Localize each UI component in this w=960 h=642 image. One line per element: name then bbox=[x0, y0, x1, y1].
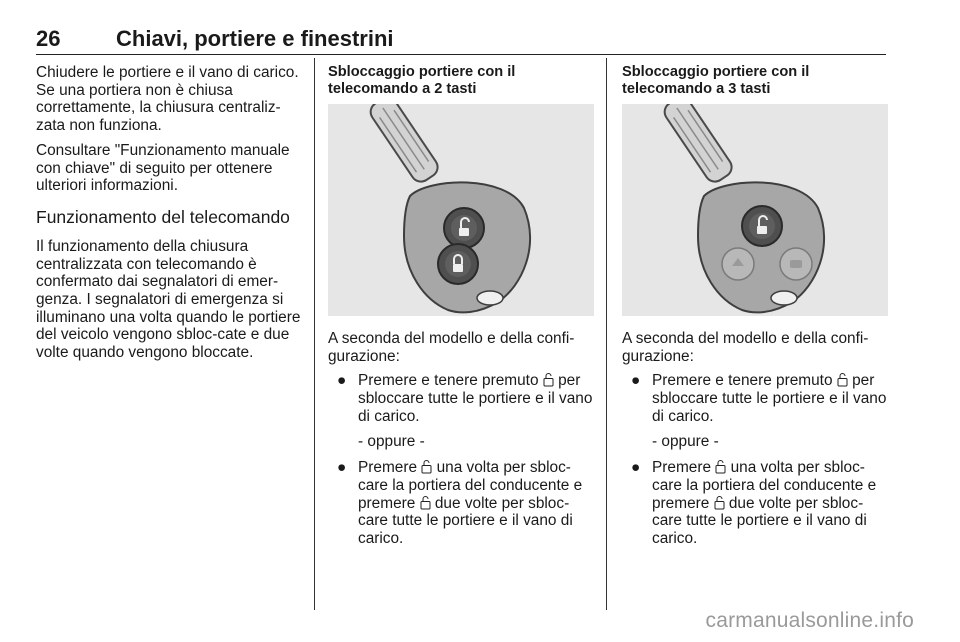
or-separator: - oppure - bbox=[358, 432, 425, 450]
unlock-icon bbox=[420, 495, 431, 510]
list-item: ● Premere una volta per sbloc-care la portiera del conducente e premere due volte per sbloc-care tutte le portiere e il vano di carico. bbox=[631, 459, 877, 548]
or-separator: - oppure - bbox=[652, 432, 719, 450]
paragraph: A seconda del modello e della confi-gurazione: bbox=[328, 330, 575, 365]
paragraph: Chiudere le portiere e il vano di carico. Se una portiera non è chiusa correttamente, la chiusura centraliz-zata non funziona. bbox=[36, 64, 299, 135]
list-item: ● Premere e tenere premuto per sbloccare tutte le portiere e il vano di carico. bbox=[337, 372, 593, 425]
bullet-list bbox=[622, 372, 890, 425]
section-heading: Funzionamento del telecomando bbox=[36, 206, 290, 227]
unlock-icon bbox=[543, 372, 554, 387]
column-divider bbox=[606, 58, 607, 610]
column-divider bbox=[314, 58, 315, 610]
page-title: Chiavi, portiere e finestrini bbox=[116, 26, 394, 51]
bullet-list bbox=[328, 459, 596, 548]
column-left bbox=[36, 64, 306, 369]
bullet: ● bbox=[337, 372, 347, 390]
remote-key-2-buttons-illustration bbox=[328, 104, 594, 316]
unlock-icon bbox=[715, 459, 726, 474]
list-item: ● Premere e tenere premuto per sbloccare tutte le portiere e il vano di carico. bbox=[631, 372, 887, 425]
figure-3-button-remote bbox=[622, 104, 888, 316]
bullet: ● bbox=[337, 459, 347, 477]
watermark: carmanualsonline.info bbox=[705, 609, 914, 632]
paragraph: Il funzionamento della chiusura centralizzata con telecomando è confermato dai segnalatori di emer-genza. I segnalatori di emergenza si illuminano una volta quando le portiere del veicolo vengono sbloc-cate e due volte quando vengono bloccate. bbox=[36, 237, 301, 362]
unlock-icon bbox=[837, 372, 848, 387]
page-header bbox=[36, 24, 886, 55]
unlock-icon bbox=[714, 495, 725, 510]
column-right bbox=[622, 64, 890, 557]
unlock-icon bbox=[421, 459, 432, 474]
column-middle bbox=[328, 64, 596, 557]
paragraph: A seconda del modello e della confi-gurazione: bbox=[622, 330, 869, 365]
figure-2-button-remote bbox=[328, 104, 594, 316]
paragraph: Consultare "Funzionamento manuale con chiave" di seguito per ottenere ulteriori informazioni. bbox=[36, 141, 290, 195]
bullet: ● bbox=[631, 459, 641, 477]
bullet: ● bbox=[631, 372, 641, 390]
figure-title: Sbloccaggio portiere con il telecomando a 3 tasti bbox=[622, 64, 810, 97]
page-number: 26 bbox=[36, 26, 61, 51]
bullet-list bbox=[328, 372, 596, 425]
bullet-list bbox=[622, 459, 890, 548]
remote-key-3-buttons-illustration bbox=[622, 104, 888, 316]
figure-title: Sbloccaggio portiere con il telecomando a 2 tasti bbox=[328, 64, 516, 97]
list-item: ● Premere una volta per sbloc-care la portiera del conducente e premere due volte per sbloc-care tutte le portiere e il vano di carico. bbox=[337, 459, 583, 548]
